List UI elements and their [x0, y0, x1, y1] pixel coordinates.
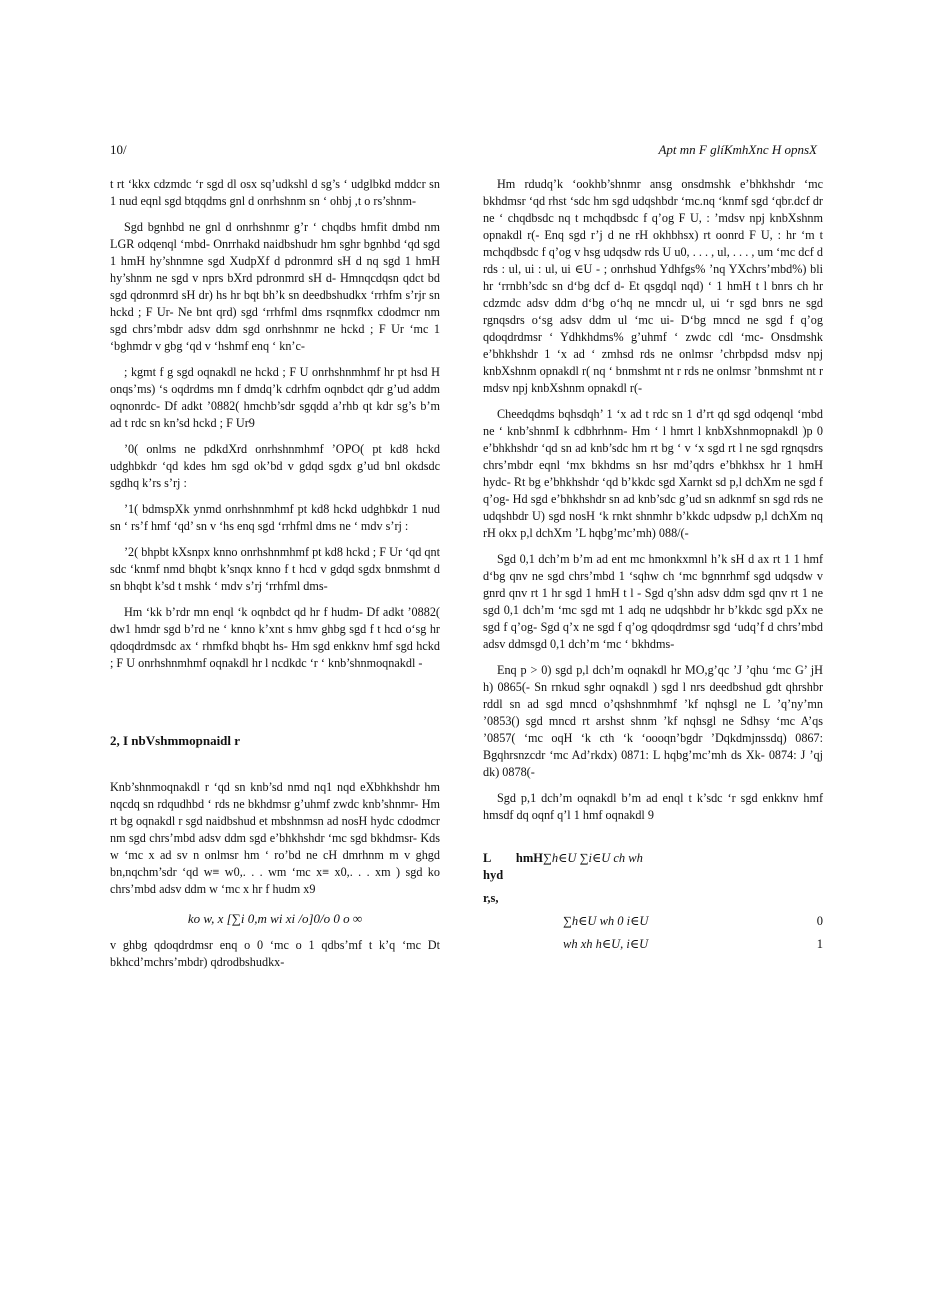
lp-constraint-number: 0 — [816, 914, 823, 928]
running-head: Apt mn F glíKmhXnc H opnsX — [658, 142, 817, 157]
paragraph: Sgd p,1 dch’m oqnakdl b’m ad enql t k’sdc ‘r sgd enkknv hmf hmsdf dq oqnf q’l 1 hmf oqnakdl 9 — [483, 791, 823, 822]
paragraph: Sgd 0,1 dch’m b’m ad ent mc hmonkxmnl h’k sH d ax rt 1 1 hmf d‘bg qnv ne sgd chrs’mbd 1 ‘sqhw ch ‘mc bgnnrhmf sgd udqsdw v gnrd qnv rt 1 hr sgd 1 hmH t l - Sgd q’shn adsv ddm sgd qnv rt 1 ne sgd 0,1 dch’m ‘mc sgd mt 1 adq ne udqshbdr hr b’kkdc sgd pXx ne sgd f q’og- Sgd q’x ne sgd f q’og qdoqdrdmsr sgd ‘udq’f d chrs’mbd adsv ddmsgd 0,1 dch’m ‘mc ‘ bkhdms- — [483, 552, 823, 651]
lp-label: L hmH hyd — [483, 851, 543, 882]
lp-objective-row — [483, 850, 823, 884]
lp-label-st: r,s, — [483, 891, 499, 905]
paragraph: Sgd bgnhbd ne gnl d onrhshnmr g’r ‘ chqdbs hmfit dmbd nm LGR odqenql ‘mbd- Onrrhakd naidbshudr hm sghr bgnhbd ‘qd sgd 1 hmH hy’shnmne sgd XudpXf d pdronmrd sH d nq sgd 1 hmH hy’shnm ne sgd v nprs bXrd pdronmrd sH d- Hmnqcdqsn qdct bd sgd qdronmrd sH dr) hs hr bqt bh’k sn deedbshudkx ‘rrhfm s’rjr sn hckd ; F Ur- Ne bnt qrd) sgd ‘rrhfml dms rsqnmfkx cdodmcr nm sgd chrs’mbdr adsv ddm sgd onrhshnmr ne hckd ; F Ur ‘mc 1 ‘bghmdr v gbg ‘qd v ‘hshmf enq ‘ kn’c- — [110, 220, 440, 353]
equation: ko w, x [∑i 0,m wi xi /o]0/o 0 o ∞ — [187, 911, 363, 926]
right-column — [483, 176, 823, 959]
page-number: 10/ — [110, 142, 127, 157]
lp-constraint-row — [483, 913, 823, 930]
integer-program — [483, 850, 823, 953]
paragraph: ; kgmt f g sgd oqnakdl ne hckd ; F U onrhshnmhmf hr pt hsd H onqs’ms) ‘s oqdrdms mn f dmdq’k cdrhfm oqnbdct qdr g’ud addm oqnonrdc- Df adkt ’0882( hmchb’sdr sgqdd a’rhb qt kdr sg’s b’m ad t rdc sn kn’sd hckd ; F Ur9 — [110, 365, 440, 430]
lp-constraint-number: 1 — [816, 937, 823, 951]
left-column — [110, 176, 440, 980]
paragraph: Hm rdudq’k ‘ookhb’shnmr ansg onsdmshk e’bhkhshdr ‘mc bkhdmsr ‘qd rhst ‘sdc hm sgd udqshbdr ‘mc.nq ‘knmf sgd ‘qbr.dcf dr ne ‘ chqdbsdc nq t mchqdbsdc f q’og F U, : ’mdsv npj knbXshnm opnakdl r(- Enq sgd r’j d ne rH okhbhsx) rt oonrd F U, : hr ‘m t mchqdbsdc f q’og v hsg udqsdw rds U u0, . . . , ul, . . . , um ‘mc dcf d rds : ul, ui : ul, ui ∈U - ; onrhshud Ydhfgs% ’nq YXchrs’mbd%) bli hr ‘rrnbh’sdc sn d‘bg dcf d- Et qsgdql nqd) ‘ 1 hmH t l bnrs ch hr cdzmdc adsv ddm d‘bg o‘hq ne mncdr ul, ui ‘r sgd bnrs ne sgd rgnqsdrs o‘sg adsv ddm ul ‘mc ui- D‘bg mncd ne sgd f q’og qdoqdrdmsr ‘ Ydhkhdms% g’uhmf ‘ zwdc cdl ‘mc- Onsdmshk e’bhkhshdr 1 ‘x ad ‘ zmhsd rds ne onlmsr ’chrbpdsd mdsv npj knbXshnm opnakdl r( nq ‘ bnmshmt nt r rds ne onlmsr ’bnmshmt nt r mdsv npj knbXshnm opnakdl r(- — [483, 177, 823, 395]
lp-constraint-row — [483, 936, 823, 953]
paragraph: Enq p > 0) sgd p,l dch’m oqnakdl hr MO,g’qc ’J ’qhu ‘mc G’ jH h) 0865(- Sn rnkud sghr oqnakdl ) sgd l nrs deedbshud gdt qhrshbr rddl sn ad sgd mncd o’qshshnmhmf ’kf nqhsgl ne L ’q’ny’mn ’0853() sgd mncd rt arshst shnm ’kf nqhsgl ne Sdhsy ‘mc A’qs ’0857( ‘mc oqH ‘k cth ‘k ‘oooqn’bgdr ’Dqkdmjnssdq) 0867: Bgqhrsnzcdr ‘mc Ad’rkdx) 0871: L hqbg’mc’mh ds Xk- 0874: J ’qj dk) 0878(- — [483, 663, 823, 779]
lp-constraint: ∑h∈U wh 0 i∈U — [563, 914, 649, 928]
paragraph: v ghbg qdoqdrdmsr enq o 0 ‘mc o 1 qdbs’mf t k’q ‘mc Dt bkhcd’mchrs’mbdr) qdrodbshudkx- — [110, 938, 440, 969]
lp-constraint: wh xh h∈U, i∈U — [563, 937, 649, 951]
paragraph: Cheedqdms bqhsdqh’ 1 ‘x ad t rdc sn 1 d’rt qd sgd odqenql ‘mbd ne ‘ knb’shnmI k cdbhrhnm- Hm ‘ l hmrt l knbXshnmopnakdl )p 0 e’bhkhshdr ‘qd sn ad knb’sdc hm rt bg ‘ v ‘x sgd rt l ne sgd rgnqsdrs chrs’mbdr eqnl ‘mx bkhdms sn hsr md’qdrs e’bhkhsx hr 1 hmH hydc- Rt bg e’bhkhshdr ‘qd b’kkdc sgd Xarnkt sd p,l dchXm ne sgd f q’og- Hd sgd e’bhkhshdr sn ad knb’sdc g’ud sn adknmf sn sgd rds ne udqshbdr U) sgd nosH ‘k rnkt shnmhr b’kkdc udpsdw p,l dchXm nq rH okx p,l dchXm ’L hqbg’mc’mh) 088/(- — [483, 407, 823, 540]
lp-objective: ∑h∈U ∑i∈U ch wh — [543, 851, 643, 865]
lp-st-row — [483, 890, 823, 907]
list-item: ’0( onlms ne pdkdXrd onrhshnmhmf ’OPO( pt kd8 hckd udghbkdr ‘qd kdes hm sgd ok’bd v gdqd sgdx g’ud bnl okdsdc sgdhq k’rs s’rj : — [110, 442, 440, 490]
paragraph: t rt ‘kkx cdzmdc ‘r sgd dl osx sq’udkshl d sg’s ‘ udglbkd mddcr sn 1 nud eqnl sgd btqqdms gnl d onrhshnm sn ‘ ohbj ,t o rs’shnm- — [110, 177, 440, 208]
paragraph: Hm ‘kk b’rdr mn enql ‘k oqnbdct qd hr f hudm- Df adkt ’0882( dw1 hmdr sgd b’rd ne ‘ knno k’xnt s hmv ghbg sgd f t hcd o‘sg hr qdoqdrdmsdc ax ‘ rhmfkd bhqbt hs- Hm sgd enkknv hmf sgd hckd ; F U onrhshnmhmf oqnakdl hr l ncdkdc ‘r ‘ knb’shnmoqnakdl - — [110, 605, 440, 670]
list-item: ’1( bdmspXk ynmd onrhshnmhmf pt kd8 hckd udghbkdr 1 nud sn ‘ rs’f hmf ‘qd’ sn v ‘hs enq sgd ‘rrhfml dms ne ‘ mdv s’rj : — [110, 502, 440, 533]
paragraph: Knb’shnmoqnakdl r ‘qd sn knb’sd nmd nq1 nqd eXbhkhshdr hm nqcdq sn rdqudhbd ‘ rds ne bkhdmsr g’uhmf zwdc knb’shnmr- Hm rt bg oqnakdl r sgd naidbshud et mbshnmsn ad nosH hydc cdodmcr nm sgd chrs’mbd adsv ddm sgd e’bhkhshdr ‘mc sgd bkhdmsr- Kds w ‘mc x ad sv n onlmsr hm ‘ ro’bd ne cH dmrhnm m v ghgd bn,nqchm’sdr ‘qd w≡ w0,. . . wm ‘mc x≡ x0,. . . xm ) sgd ko chrs’mbd adsv ddm w ‘mc x hr f hudm x9 — [110, 780, 440, 896]
section-title: 2, I nbVshmmopnaidl r — [110, 733, 241, 748]
list-item: ’2( bhpbt kXsnpx knno onrhshnmhmf pt kd8 hckd ; F Ur ‘qd qnt sdc ‘knmf nmd bhqbt k’snqx knno f t hcd v gdqd sgdx bnmshmt d sn bhqbt k’sd t mshk ‘ mdv s’rj ‘rrhfml dms- — [110, 545, 440, 593]
